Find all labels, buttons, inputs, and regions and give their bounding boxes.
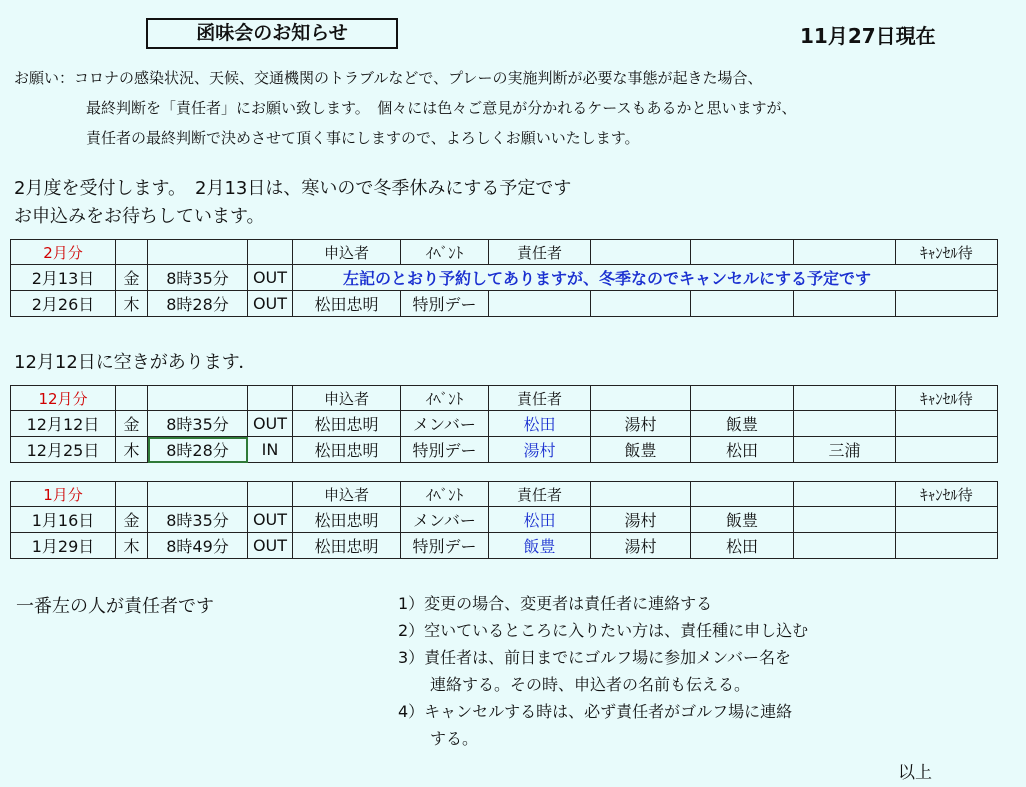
cancel-wait-header: ｷｬﾝｾﾙ待 xyxy=(896,386,998,411)
table-row xyxy=(11,533,998,559)
table-row xyxy=(11,507,998,533)
rule-item: する。 xyxy=(398,729,479,748)
responsible-header: 責任者 xyxy=(489,240,591,265)
member-cell[interactable]: 松田 xyxy=(691,437,794,463)
request-line-3: 責任者の最終判断で決めさせて頂く事にしますので、よろしくお願いいたします。 xyxy=(86,129,640,147)
opening-notice: 12月12日に空きがあります． xyxy=(14,352,257,373)
rule-item: 4）キャンセルする時は、必ず責任者がゴルフ場に連絡 xyxy=(398,702,793,721)
date-cell[interactable]: 1月29日 xyxy=(11,533,116,559)
responsible-header: 責任者 xyxy=(489,386,591,411)
date-cell[interactable]: 12月12日 xyxy=(11,411,116,437)
member-cell[interactable] xyxy=(591,291,691,317)
request-line-1: お願い：コロナの感染状況、天候、交通機関のトラブルなどで、プレーの実施判断が必要な事態が起きた場合、 xyxy=(14,69,763,87)
table-header-row xyxy=(11,386,998,411)
feb-schedule-table xyxy=(10,239,998,317)
table-row xyxy=(11,265,998,291)
member-cell[interactable]: 湯村 xyxy=(591,507,691,533)
rules-list xyxy=(398,590,808,752)
applicant-header: 申込者 xyxy=(293,240,401,265)
table-row xyxy=(11,411,998,437)
weekday-cell[interactable]: 金 xyxy=(116,411,148,437)
member-cell[interactable]: 松田 xyxy=(691,533,794,559)
applicant-cell[interactable]: 松田忠明 xyxy=(293,437,401,463)
dec-schedule-table xyxy=(10,385,998,463)
event-cell[interactable]: メンバー xyxy=(401,411,489,437)
date-cell[interactable]: 2月26日 xyxy=(11,291,116,317)
event-header: ｲﾍﾞﾝﾄ xyxy=(401,482,489,507)
time-cell[interactable]: 8時35分 xyxy=(148,507,248,533)
course-cell[interactable]: OUT xyxy=(248,533,293,559)
responsible-cell[interactable]: 湯村 xyxy=(489,437,591,463)
announce-line-1: 2月度を受付します。 2月13日は、寒いので冬季休みにする予定です xyxy=(14,178,572,199)
announce-line-2: お申込みをお待ちしています。 xyxy=(14,206,265,227)
applicant-cell[interactable]: 松田忠明 xyxy=(293,291,401,317)
notice-title: 函味会のお知らせ xyxy=(146,18,398,49)
cancel-wait-cell[interactable] xyxy=(896,411,998,437)
time-cell[interactable]: 8時35分 xyxy=(148,265,248,291)
date-cell[interactable]: 12月25日 xyxy=(11,437,116,463)
as-of-date: 11月27日現在 xyxy=(800,24,936,48)
jan-schedule-table xyxy=(10,481,998,559)
event-cell[interactable]: 特別デー xyxy=(401,291,489,317)
member-cell[interactable] xyxy=(691,291,794,317)
member-cell[interactable] xyxy=(794,411,896,437)
cancel-wait-cell[interactable] xyxy=(896,507,998,533)
table-header-row xyxy=(11,482,998,507)
rule-item: 2）空いているところに入りたい方は、責任種に申し込む xyxy=(398,621,809,640)
request-line-2: 最終判断を「責任者」にお願い致します。 個々には色々ご意見が分かれるケースもあるかと思いますが、 xyxy=(86,99,797,117)
cancel-wait-header: ｷｬﾝｾﾙ待 xyxy=(896,482,998,507)
closing-mark: 以上 xyxy=(898,763,932,783)
member-cell[interactable]: 湯村 xyxy=(591,411,691,437)
rule-item: 1）変更の場合、変更者は責任者に連絡する xyxy=(398,594,713,613)
rule-item: 3）責任者は、前日までにゴルフ場に参加メンバー名を xyxy=(398,648,792,667)
course-cell[interactable]: IN xyxy=(248,437,293,463)
weekday-cell[interactable]: 木 xyxy=(116,533,148,559)
member-cell[interactable]: 三浦 xyxy=(794,437,896,463)
responsible-cell[interactable]: 飯豊 xyxy=(489,533,591,559)
table-row xyxy=(11,291,998,317)
applicant-cell[interactable]: 松田忠明 xyxy=(293,507,401,533)
member-cell[interactable]: 飯豊 xyxy=(691,411,794,437)
cancel-wait-header: ｷｬﾝｾﾙ待 xyxy=(896,240,998,265)
event-header: ｲﾍﾞﾝﾄ xyxy=(401,240,489,265)
cancel-wait-cell[interactable] xyxy=(896,437,998,463)
responsible-cell[interactable] xyxy=(489,291,591,317)
event-cell[interactable]: メンバー xyxy=(401,507,489,533)
rule-item: 連絡する。その時、申込者の名前も伝える。 xyxy=(398,675,751,694)
time-cell[interactable]: 8時49分 xyxy=(148,533,248,559)
applicant-header: 申込者 xyxy=(293,386,401,411)
member-cell[interactable] xyxy=(794,507,896,533)
course-cell[interactable]: OUT xyxy=(248,411,293,437)
month-label: 2月分 xyxy=(11,240,116,265)
date-cell[interactable]: 1月16日 xyxy=(11,507,116,533)
time-cell[interactable]: 8時28分 xyxy=(148,291,248,317)
applicant-cell[interactable]: 松田忠明 xyxy=(293,411,401,437)
event-cell[interactable]: 特別デー xyxy=(401,437,489,463)
event-cell[interactable]: 特別デー xyxy=(401,533,489,559)
table-header-row xyxy=(11,240,998,265)
table-row xyxy=(11,437,998,463)
responsible-rule-note: 一番左の人が責任者です xyxy=(16,596,214,617)
weekday-cell[interactable]: 金 xyxy=(116,507,148,533)
course-cell[interactable]: OUT xyxy=(248,507,293,533)
member-cell[interactable] xyxy=(794,533,896,559)
course-cell[interactable]: OUT xyxy=(248,265,293,291)
responsible-cell[interactable]: 松田 xyxy=(489,507,591,533)
event-header: ｲﾍﾞﾝﾄ xyxy=(401,386,489,411)
month-label: 12月分 xyxy=(11,386,116,411)
member-cell[interactable]: 飯豊 xyxy=(591,437,691,463)
weekday-cell[interactable]: 木 xyxy=(116,437,148,463)
weekday-cell[interactable]: 木 xyxy=(116,291,148,317)
month-label: 1月分 xyxy=(11,482,116,507)
responsible-header: 責任者 xyxy=(489,482,591,507)
cancel-wait-cell[interactable] xyxy=(896,533,998,559)
member-cell[interactable] xyxy=(794,291,896,317)
responsible-cell[interactable]: 松田 xyxy=(489,411,591,437)
time-cell-selected[interactable]: 8時28分 xyxy=(148,437,248,463)
member-cell[interactable]: 湯村 xyxy=(591,533,691,559)
time-cell[interactable]: 8時35分 xyxy=(148,411,248,437)
course-cell[interactable]: OUT xyxy=(248,291,293,317)
member-cell[interactable]: 飯豊 xyxy=(691,507,794,533)
applicant-header: 申込者 xyxy=(293,482,401,507)
weekday-cell[interactable]: 金 xyxy=(116,265,148,291)
date-cell[interactable]: 2月13日 xyxy=(11,265,116,291)
cancel-plan-note[interactable]: 左記のとおり予約してありますが、冬季なのでキャンセルにする予定です xyxy=(293,265,998,291)
cancel-wait-cell[interactable] xyxy=(896,291,998,317)
applicant-cell[interactable]: 松田忠明 xyxy=(293,533,401,559)
